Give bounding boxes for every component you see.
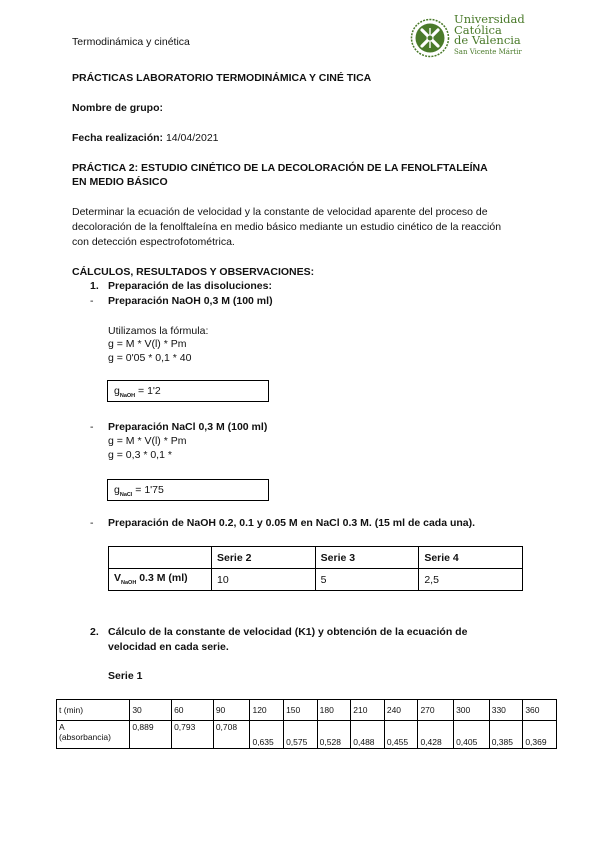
table-cell: 5: [315, 569, 419, 591]
absorbance-cell: 0,405: [454, 721, 490, 749]
absorbance-cell: 0,455: [384, 721, 418, 749]
group-name-label: Nombre de grupo:: [72, 102, 163, 114]
absorbance-label-cell: [57, 721, 130, 749]
absorbance-cell: 0,369: [523, 721, 557, 749]
time-label-cell: t (min): [57, 700, 130, 721]
practice-title-line-1: PRÁCTICA 2: ESTUDIO CINÉTICO DE LA DECOLORACIÓN DE LA FENOLFTALEÍNA: [72, 162, 488, 174]
section-heading: CÁLCULOS, RESULTADOS Y OBSERVACIONES:: [72, 266, 315, 278]
absorbance-cell: 0,488: [351, 721, 385, 749]
formula: g = M * V(l) * Pm: [108, 338, 187, 350]
nacl-formula: g = M * V(l) * Pm: [108, 435, 187, 447]
intro-line-1: Determinar la ecuación de velocidad y la constante de velocidad aparente del proceso de: [72, 206, 488, 218]
naoh-prep-title: Preparación NaOH 0,3 M (100 ml): [108, 295, 273, 307]
table-row: [57, 700, 557, 721]
time-cell: 150: [284, 700, 318, 721]
series-1-label: Serie 1: [108, 670, 143, 682]
nacl-result-sub: NaCl: [119, 492, 133, 499]
naoh-result-var: g: [114, 385, 120, 397]
practice-title-line-2: EN MEDIO BÁSICO: [72, 176, 168, 188]
logo-line-2: Católica: [454, 22, 502, 37]
kinetics-heading-line-1: Cálculo de la constante de velocidad (K1) y obtención de la ecuación de: [108, 626, 468, 638]
absorbance-cell: 0,889: [130, 721, 172, 749]
row-label-rest: 0.3 M (ml): [136, 572, 188, 585]
absorbance-label-1: A: [59, 722, 65, 732]
table-row: [57, 721, 557, 749]
table-header-cell: Serie 4: [419, 547, 523, 569]
logo-line-3: de Valencia: [454, 33, 521, 47]
row-label-sub: NaOH: [121, 580, 137, 587]
time-cell: 360: [523, 700, 557, 721]
absorbance-cell: 0,385: [489, 721, 523, 749]
table-cell: 10: [212, 569, 316, 591]
prep-heading-number: 1.: [90, 280, 99, 292]
time-cell: 180: [317, 700, 351, 721]
bullet-dash: -: [90, 421, 94, 433]
absorbance-cell: 0,528: [317, 721, 351, 749]
table-row: [109, 569, 523, 591]
time-cell: 300: [454, 700, 490, 721]
absorbance-cell: 0,793: [172, 721, 214, 749]
absorbance-cell: 0,575: [284, 721, 318, 749]
bullet-dash: -: [90, 517, 94, 529]
absorbance-label-2: (absorbancia): [59, 732, 111, 742]
naoh-result-value: = 1'2: [135, 385, 161, 397]
time-cell: 90: [213, 700, 250, 721]
time-cell: 270: [418, 700, 454, 721]
date-line: [72, 132, 219, 144]
nacl-result-box: [107, 479, 269, 501]
header-course: Termodinámica y cinética: [72, 36, 190, 48]
nacl-prep-title: Preparación NaCl 0,3 M (100 ml): [108, 421, 268, 433]
row-label-cell: [109, 569, 212, 591]
absorbance-table: [56, 699, 557, 749]
logo-line-4: San Vicente Mártir: [454, 47, 522, 56]
nacl-calculation: g = 0,3 * 0,1 *: [108, 449, 172, 461]
date-value: 14/04/2021: [163, 132, 219, 144]
university-logo: [410, 14, 530, 62]
kinetics-heading-number: 2.: [90, 626, 99, 638]
date-label: Fecha realización:: [72, 132, 164, 144]
table-cell: 2,5: [419, 569, 523, 591]
bullet-dash: -: [90, 295, 94, 307]
intro-line-3: con detección espectrofotométrica.: [72, 236, 235, 248]
table-header-cell: Serie 3: [315, 547, 419, 569]
table-header-cell: Serie 2: [212, 547, 316, 569]
table-row: [109, 547, 523, 569]
time-cell: 60: [172, 700, 214, 721]
naoh-result-sub: NaOH: [119, 393, 136, 400]
table-cell: [109, 547, 212, 569]
naoh-result-box: [107, 380, 269, 402]
series-volume-table: [108, 546, 523, 591]
absorbance-cell: 0,635: [250, 721, 284, 749]
kinetics-heading-line-2: velocidad en cada serie.: [108, 641, 229, 653]
nacl-result-var: g: [114, 484, 120, 496]
absorbance-cell: 0,708: [213, 721, 250, 749]
series-prep-title: Preparación de NaOH 0.2, 0.1 y 0.05 M en NaCl 0.3 M. (15 ml de cada una).: [108, 517, 476, 529]
absorbance-cell: 0,428: [418, 721, 454, 749]
university-name: [454, 14, 525, 57]
time-cell: 30: [130, 700, 172, 721]
time-cell: 240: [384, 700, 418, 721]
university-emblem-icon: [410, 18, 450, 58]
formula-intro: Utilizamos la fórmula:: [108, 325, 209, 337]
naoh-calculation: g = 0'05 * 0,1 * 40: [108, 352, 192, 364]
prep-heading: Preparación de las disoluciones:: [108, 280, 272, 292]
logo-line-1: Universidad: [454, 12, 525, 26]
time-cell: 330: [489, 700, 523, 721]
time-cell: 120: [250, 700, 284, 721]
time-cell: 210: [351, 700, 385, 721]
row-label-v: V: [114, 572, 122, 585]
nacl-result-value: = 1'75: [132, 484, 164, 496]
intro-line-2: decoloración de la fenolftaleína en medio básico mediante un estudio cinético de la reacción: [72, 221, 502, 233]
document-title: PRÁCTICAS LABORATORIO TERMODINÁMICA Y CINÉ TICA: [72, 72, 372, 84]
